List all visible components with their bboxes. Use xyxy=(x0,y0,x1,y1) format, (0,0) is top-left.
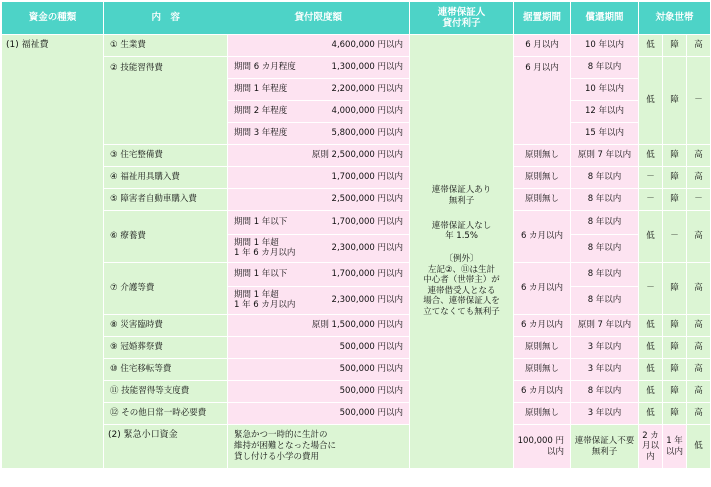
target-elderly: 高 xyxy=(687,145,711,167)
item-grace: 6 カ月以内 xyxy=(514,263,571,315)
item-grace: 原則無し xyxy=(514,337,571,359)
item-limit: 5,800,000 円以内 xyxy=(331,128,403,139)
table-row xyxy=(2,35,711,57)
table-row xyxy=(2,337,711,359)
target-disabled: 障 xyxy=(663,337,687,359)
item-repay: 8 年以内 xyxy=(571,167,639,189)
item-grace: 原則無し xyxy=(514,145,571,167)
target-low: － xyxy=(639,263,663,315)
item-period: 期間 3 年程度 xyxy=(234,128,288,139)
item-period: 期間 1 年以下 xyxy=(234,269,288,280)
item-period: 期間 6 カ月程度 xyxy=(234,62,296,73)
item-name: 緊急かつ一時的に生計の 維持が困難となった場合に 貸し付ける小学の費用 xyxy=(228,425,410,469)
item-repay: 1 年以内 xyxy=(663,425,687,469)
target-low: 低 xyxy=(639,145,663,167)
item-period: 期間 1 年超 1 年 6 カ月以内 xyxy=(234,290,296,310)
item-repay: 8 年以内 xyxy=(571,57,639,79)
header-kind: 資金の種類 xyxy=(2,2,104,35)
header-grace: 据置期間 xyxy=(514,2,571,35)
item-grace: 原則無し xyxy=(514,359,571,381)
target-elderly: 高 xyxy=(687,35,711,57)
item-grace: 原則無し xyxy=(514,189,571,211)
target-disabled: 障 xyxy=(663,315,687,337)
item-grace: 原則無し xyxy=(514,167,571,189)
table-row xyxy=(2,381,711,403)
item-limit: 1,700,000 円以内 xyxy=(331,269,403,280)
target-disabled: － xyxy=(663,211,687,263)
item-limit: 500,000 円以内 xyxy=(228,359,410,381)
item-limit: 2,200,000 円以内 xyxy=(331,84,403,95)
item-name: ⑧ 災害臨時費 xyxy=(104,315,228,337)
target-disabled: 障 xyxy=(663,381,687,403)
item-limit: 100,000 円以内 xyxy=(514,425,571,469)
target-elderly: 高 xyxy=(687,381,711,403)
target-disabled: 障 xyxy=(663,359,687,381)
item-repay: 原則 7 年以内 xyxy=(571,145,639,167)
interest-note xyxy=(410,35,514,469)
item-limit: 4,000,000 円以内 xyxy=(331,106,403,117)
item-grace: 6 月以内 xyxy=(514,35,571,57)
target-disabled: 障 xyxy=(663,167,687,189)
item-name: ⑥ 療養費 xyxy=(104,211,228,263)
target-low: 低 xyxy=(639,381,663,403)
table-row xyxy=(2,403,711,425)
item-name: ④ 福祉用具購入費 xyxy=(104,167,228,189)
item-sub xyxy=(228,235,410,263)
header-row xyxy=(2,2,711,35)
item-limit: 原則 1,500,000 円以内 xyxy=(228,315,410,337)
table-row xyxy=(2,57,711,79)
item-limit: 原則 2,500,000 円以内 xyxy=(228,145,410,167)
item-repay: 8 年以内 xyxy=(571,263,639,287)
target-elderly: 高 xyxy=(687,167,711,189)
item-repay: 3 年以内 xyxy=(571,359,639,381)
item-sub xyxy=(228,211,410,235)
item-period: 期間 1 年程度 xyxy=(234,84,288,95)
item-sub xyxy=(228,123,410,145)
item-repay: 10 年以内 xyxy=(571,79,639,101)
target-low: 低 xyxy=(639,403,663,425)
target-low: 低 xyxy=(639,57,663,145)
table-row xyxy=(2,145,711,167)
item-repay: 原則 7 年以内 xyxy=(571,315,639,337)
interest-exception: 〔例外〕 左記②、⑪は生計 中心者（世帯主）が 連帯借受人となる 場合、連帯保証人を 立てなくても無利子 xyxy=(423,253,500,317)
item-period: 期間 1 年以下 xyxy=(234,217,288,228)
target-low: 低 xyxy=(639,337,663,359)
item-limit: 500,000 円以内 xyxy=(228,337,410,359)
item-repay: 10 年以内 xyxy=(571,35,639,57)
item-repay: 12 年以内 xyxy=(571,101,639,123)
item-name: ⑦ 介護等費 xyxy=(104,263,228,315)
item-grace: 原則無し xyxy=(514,403,571,425)
item-grace: 6 カ月以内 xyxy=(514,315,571,337)
item-name: ① 生業費 xyxy=(104,35,228,57)
item-name: ⑤ 障害者自動車購入費 xyxy=(104,189,228,211)
loan-table xyxy=(1,1,711,469)
item-grace: 6 カ月以内 xyxy=(514,211,571,263)
header-content-limit xyxy=(104,2,410,35)
item-grace: 6 カ月以内 xyxy=(514,381,571,403)
target-low: 低 xyxy=(687,425,711,469)
table-row xyxy=(2,189,711,211)
header-guarantor: 連帯保証人 貸付利子 xyxy=(410,2,514,35)
item-sub xyxy=(228,287,410,315)
item-limit: 1,700,000 円以内 xyxy=(331,217,403,228)
header-limit: 貸付限度額 xyxy=(294,12,343,24)
item-limit: 500,000 円以内 xyxy=(228,381,410,403)
table-row xyxy=(2,425,711,469)
interest-without: 連帯保証人なし 年 1.5% xyxy=(431,220,492,242)
item-limit: 1,300,000 円以内 xyxy=(331,62,403,73)
item-repay: 3 年以内 xyxy=(571,337,639,359)
header-target: 対象世帯 xyxy=(639,2,711,35)
item-name: ⑪ 技能習得等支度費 xyxy=(104,381,228,403)
table-row xyxy=(2,315,711,337)
table-row xyxy=(2,263,711,287)
target-low: 低 xyxy=(639,211,663,263)
target-disabled: 障 xyxy=(663,263,687,315)
target-disabled: 障 xyxy=(663,145,687,167)
item-period: 期間 2 年程度 xyxy=(234,106,288,117)
target-low: 低 xyxy=(639,315,663,337)
item-grace: 2 カ月以内 xyxy=(639,425,663,469)
target-low: － xyxy=(639,189,663,211)
item-limit: 2,300,000 円以内 xyxy=(331,243,403,254)
target-elderly: 高 xyxy=(687,359,711,381)
item-sub xyxy=(228,79,410,101)
target-elderly: 高 xyxy=(687,403,711,425)
item-sub xyxy=(228,101,410,123)
item-repay: 8 年以内 xyxy=(571,381,639,403)
item-limit: 500,000 円以内 xyxy=(228,403,410,425)
item-sub xyxy=(228,263,410,287)
item-repay: 8 年以内 xyxy=(571,235,639,263)
table-row xyxy=(2,211,711,235)
item-name: ③ 住宅整備費 xyxy=(104,145,228,167)
target-low: 低 xyxy=(639,359,663,381)
item-repay: 3 年以内 xyxy=(571,403,639,425)
item-name: ⑩ 住宅移転等費 xyxy=(104,359,228,381)
interest-with: 連帯保証人あり 無利子 xyxy=(431,185,492,206)
target-elderly: 高 xyxy=(687,315,711,337)
item-repay: 15 年以内 xyxy=(571,123,639,145)
item-repay: 8 年以内 xyxy=(571,211,639,235)
item-repay: 8 年以内 xyxy=(571,287,639,315)
item-grace: 6 月以内 xyxy=(514,57,571,145)
interest-emergency: 連帯保証人不要 無利子 xyxy=(571,425,639,469)
item-limit: 2,500,000 円以内 xyxy=(228,189,410,211)
item-limit: 1,700,000 円以内 xyxy=(228,167,410,189)
item-period: 期間 1 年超 1 年 6 カ月以内 xyxy=(234,238,296,258)
item-name: ⑨ 冠婚葬祭費 xyxy=(104,337,228,359)
item-name: ② 技能習得費 xyxy=(104,57,228,145)
target-elderly: － xyxy=(687,189,711,211)
item-sub xyxy=(228,57,410,79)
target-disabled: 障 xyxy=(663,189,687,211)
item-repay: 8 年以内 xyxy=(571,189,639,211)
header-content: 内 容 xyxy=(151,12,181,24)
item-limit: 2,300,000 円以内 xyxy=(331,295,403,306)
target-elderly: － xyxy=(687,57,711,145)
target-elderly: 高 xyxy=(687,337,711,359)
target-low: 低 xyxy=(639,35,663,57)
category-welfare: (1) 福祉費 xyxy=(2,35,104,469)
target-disabled: 障 xyxy=(663,57,687,145)
target-disabled: 障 xyxy=(663,403,687,425)
target-low: － xyxy=(639,167,663,189)
item-name: ⑫ その他日常一時必要費 xyxy=(104,403,228,425)
target-elderly: 高 xyxy=(687,211,711,263)
table-row xyxy=(2,167,711,189)
target-elderly: 高 xyxy=(687,263,711,315)
table-row xyxy=(2,359,711,381)
header-repay: 償還期間 xyxy=(571,2,639,35)
item-limit: 4,600,000 円以内 xyxy=(228,35,410,57)
target-disabled: 障 xyxy=(663,35,687,57)
category-emergency: (2) 緊急小口資金 xyxy=(104,425,228,469)
